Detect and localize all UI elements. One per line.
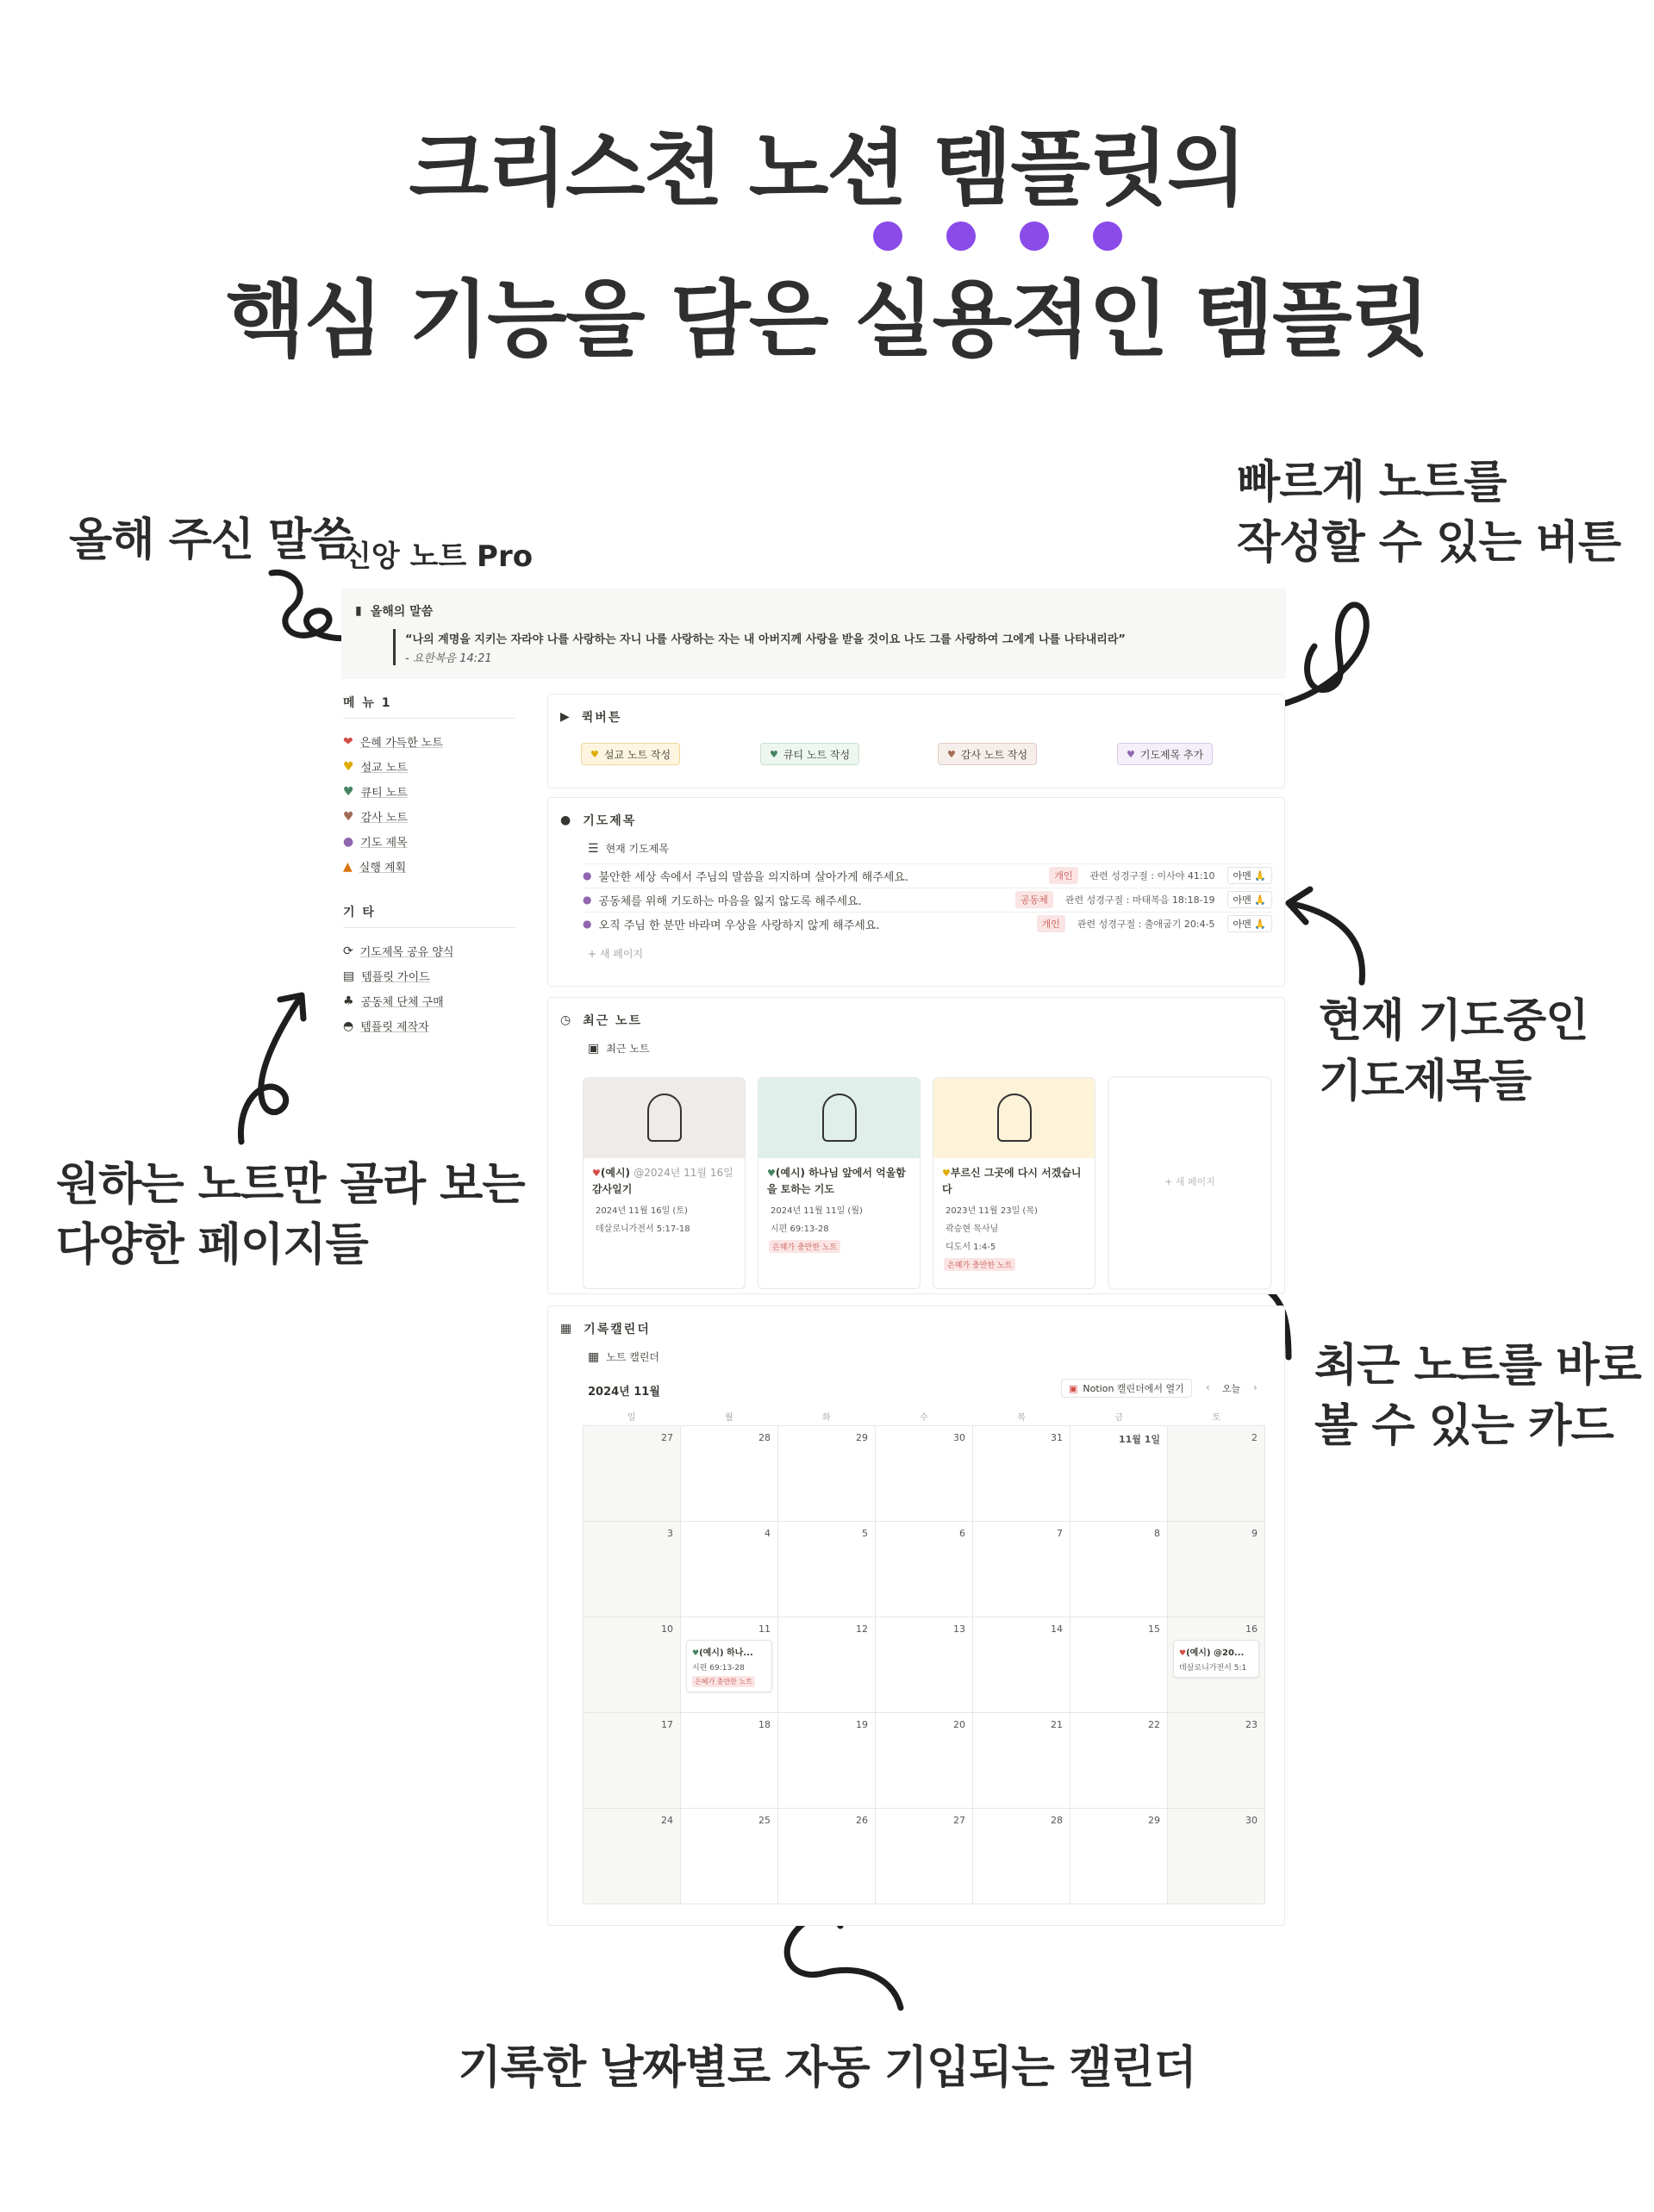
day-number: 31	[1051, 1432, 1063, 1443]
day-number: 16	[1245, 1623, 1258, 1635]
bookmark-icon: ▮	[355, 604, 362, 618]
day-number: 7	[1057, 1528, 1063, 1539]
annotation-quick-buttons: 빠르게 노트를 작성할 수 있는 버튼	[1237, 457, 1621, 570]
day-number: 15	[1148, 1623, 1160, 1635]
card-property: 데살로니가전서 5:17-18	[596, 1224, 690, 1235]
sidebar-item[interactable]	[343, 988, 515, 1013]
day-number: 4	[765, 1528, 771, 1539]
weekday-label: 토	[1212, 1413, 1221, 1423]
sidebar-item[interactable]	[343, 938, 515, 963]
weekday-label: 수	[920, 1413, 928, 1423]
amen-button[interactable]: 아멘 🙏	[1227, 915, 1272, 932]
calendar-day[interactable]	[681, 1617, 778, 1713]
open-notion-calendar-button[interactable]: ▣ Notion 캘린더에서 열기	[1061, 1379, 1192, 1398]
calendar-view-tab[interactable]: ▦ 노트 캘린더	[588, 1349, 660, 1364]
sidebar-item-label: 템플릿 가이드	[361, 971, 430, 984]
calendar-icon: ▦	[560, 1322, 574, 1336]
sidebar	[343, 694, 515, 1038]
sidebar-item-label: 은혜 가득한 노트	[359, 737, 443, 750]
event-title-text: (예시) 하나...	[699, 1648, 753, 1658]
day-number: 5	[862, 1528, 868, 1539]
day-number: 30	[1245, 1815, 1258, 1826]
creator-icon: ◓	[343, 1019, 354, 1033]
event-title	[1179, 1645, 1253, 1658]
calendar-day[interactable]	[973, 1426, 1070, 1522]
prayer-row[interactable]	[583, 888, 1272, 911]
sidebar-item-label: 공동체 단체 구매	[360, 996, 444, 1009]
calendar-block	[547, 1305, 1285, 1926]
calendar-day[interactable]	[876, 1809, 973, 1904]
day-number: 2	[1251, 1432, 1258, 1443]
list-icon: ☰	[588, 841, 599, 856]
prayer-row[interactable]	[583, 912, 1272, 935]
day-number: 8	[1154, 1528, 1160, 1539]
note-card[interactable]	[758, 1077, 921, 1289]
note-card[interactable]	[583, 1077, 746, 1289]
calendar-day[interactable]	[1070, 1617, 1168, 1713]
day-number: 14	[1051, 1623, 1063, 1635]
card-property: 곽승현 목사님	[946, 1224, 999, 1235]
calendar-day[interactable]	[973, 1522, 1070, 1617]
sidebar-item[interactable]	[343, 829, 515, 854]
brown-heart-icon: ♥	[343, 809, 354, 824]
card-title-text: 하나님 앞에서 억울함을 토하는 기도	[767, 1167, 906, 1195]
card-tag: 은혜가 충만한 노트	[769, 1240, 840, 1253]
day-number: 25	[758, 1815, 771, 1826]
emphasis-dot	[946, 221, 976, 251]
sidebar-item[interactable]	[343, 963, 515, 988]
person-icon: ▲	[343, 859, 353, 874]
quick-button-label: 기도제목 추가	[1139, 748, 1204, 761]
day-number: 21	[1051, 1719, 1063, 1730]
heart-icon: ♥	[942, 1168, 951, 1179]
card-property: 2024년 11월 16일 (토)	[596, 1206, 688, 1217]
speech-bubble-icon: ●	[583, 894, 592, 906]
share-icon: ⟳	[343, 944, 353, 958]
event-tag: 은혜가 충만한 노트	[692, 1676, 755, 1687]
card-property: 2024년 11월 11일 (월)	[771, 1206, 863, 1217]
illustration-icon	[822, 1094, 857, 1142]
calendar-day[interactable]	[1168, 1522, 1265, 1617]
heart-icon: ♥	[1179, 1649, 1187, 1658]
calendar-day[interactable]	[778, 1617, 876, 1713]
heart-icon: ♥	[1127, 748, 1135, 760]
prayer-tag: 개인	[1037, 915, 1065, 932]
quick-button-label: 감사 노트 작성	[960, 748, 1028, 761]
calendar-day[interactable]	[584, 1522, 681, 1617]
calendar-day[interactable]	[876, 1617, 973, 1713]
quick-buttons-block	[547, 694, 1285, 788]
day-number: 13	[953, 1623, 965, 1635]
calendar-day[interactable]	[973, 1617, 1070, 1713]
card-tag: 은혜가 충만한 노트	[944, 1258, 1015, 1271]
verse-text: “나의 계명을 지키는 자라야 나를 사랑하는 자니 나를 사랑하는 자는 내 아버지께 사랑을 받을 것이요 나도 그를 사랑하여 그에게 나를 나타내리라”	[405, 633, 1126, 646]
new-page-button[interactable]: + 새 페이지	[588, 948, 644, 960]
sidebar-item[interactable]	[343, 1013, 515, 1038]
day-number: 3	[667, 1528, 673, 1539]
clock-icon: ◷	[560, 1013, 573, 1027]
illustration-icon	[997, 1094, 1032, 1142]
headline-line-1: 크리스천 노션 템플릿의	[409, 121, 1245, 217]
card-title	[758, 1158, 920, 1200]
emphasis-dot	[1020, 221, 1049, 251]
weekday-label: 금	[1114, 1413, 1124, 1423]
quick-title: 퀵버튼	[581, 711, 622, 725]
calendar-day[interactable]	[778, 1713, 876, 1809]
quick-button[interactable]	[938, 743, 1037, 765]
calendar-day[interactable]	[1070, 1713, 1168, 1809]
sidebar-item-label: 설교 노트	[360, 762, 408, 775]
quick-button[interactable]	[581, 743, 680, 765]
recent-notes-block	[547, 997, 1285, 1294]
annotation-calendar: 기록한 날짜별로 자동 기입되는 캘린더	[458, 2042, 1196, 2094]
calendar-day[interactable]	[1168, 1713, 1265, 1809]
calendar-day[interactable]	[681, 1426, 778, 1522]
prayer-text: 불안한 세상 속에서 주님의 말씀을 의지하며 살아가게 해주세요.	[598, 870, 909, 884]
today-button[interactable]: 오늘	[1222, 1383, 1241, 1394]
sidebar-item[interactable]	[343, 804, 515, 829]
recent-view-tab[interactable]: ▣ 최근 노트	[588, 1041, 650, 1056]
heart-icon: ♥	[590, 748, 599, 760]
speech-bubble-icon: ●	[583, 869, 592, 882]
calendar-day[interactable]	[1070, 1426, 1168, 1522]
day-number: 11	[758, 1623, 771, 1635]
day-number: 17	[661, 1719, 673, 1730]
card-title	[584, 1158, 745, 1200]
card-title-prefix: (예시)	[775, 1167, 806, 1179]
day-number: 20	[953, 1719, 965, 1730]
day-number: 18	[758, 1719, 771, 1730]
calendar-month: 2024년 11월	[588, 1386, 660, 1399]
card-title-text: 부르신 그곳에 다시 서겠습니다	[942, 1167, 1082, 1195]
calendar-day[interactable]	[778, 1809, 876, 1904]
new-card-button[interactable]: + 새 페이지	[1108, 1077, 1271, 1289]
calendar-day[interactable]	[778, 1522, 876, 1617]
green-heart-icon: ♥	[343, 784, 354, 799]
verse-callout	[341, 589, 1286, 679]
calendar-small-icon: ▦	[588, 1349, 600, 1364]
weekday-label: 일	[627, 1413, 636, 1423]
notion-calendar-icon: ▣	[1069, 1382, 1078, 1394]
calendar-week	[584, 1426, 1265, 1522]
calendar-day[interactable]	[1168, 1809, 1265, 1904]
card-title-text: 감사일기	[592, 1182, 633, 1195]
calendar-day[interactable]	[973, 1809, 1070, 1904]
group-icon: ♣	[343, 994, 354, 1008]
card-cover	[933, 1078, 1095, 1158]
calendar-day[interactable]	[876, 1713, 973, 1809]
calendar-day[interactable]	[876, 1522, 973, 1617]
card-title-date: @2024년 11월 16일	[634, 1167, 733, 1179]
emphasis-dot	[873, 221, 902, 251]
prev-month-button[interactable]: ‹	[1206, 1381, 1210, 1393]
calendar-day[interactable]	[584, 1426, 681, 1522]
speech-bubble-icon: ●	[343, 834, 354, 849]
calendar-day[interactable]	[1168, 1426, 1265, 1522]
card-property: 2023년 11월 23일 (목)	[946, 1206, 1038, 1217]
next-month-button[interactable]: ›	[1253, 1381, 1258, 1393]
calendar-week	[584, 1809, 1265, 1904]
speech-bubble-icon: ●	[583, 918, 592, 930]
prayer-reference: 관련 성경구절 : 마태복음 18:18-19	[1064, 894, 1215, 906]
sidebar-item[interactable]	[343, 854, 515, 879]
day-number: 22	[1148, 1719, 1160, 1730]
sidebar-item-label: 실행 계획	[359, 862, 407, 875]
quick-button-label: 설교 노트 작성	[603, 748, 671, 761]
calendar-day[interactable]	[584, 1809, 681, 1904]
calendar-week	[584, 1522, 1265, 1617]
card-title	[933, 1158, 1095, 1200]
speech-bubble-icon: ●	[560, 813, 573, 827]
heart-icon: ♥	[592, 1168, 601, 1179]
menu-heading: 메 뉴 1	[343, 694, 515, 719]
heart-icon: ♥	[770, 748, 778, 760]
quick-button-label: 큐티 노트 작성	[783, 748, 851, 761]
day-number: 23	[1245, 1719, 1258, 1730]
prayer-row[interactable]	[583, 863, 1272, 887]
calendar-day[interactable]	[778, 1426, 876, 1522]
sidebar-item-label: 기도 제목	[360, 837, 408, 850]
curved-arrow-icon	[233, 982, 319, 1146]
verse-heading: 올해의 말씀	[370, 605, 434, 619]
calendar-day[interactable]	[584, 1713, 681, 1809]
prayer-tag: 개인	[1049, 867, 1077, 884]
calendar-day[interactable]	[584, 1617, 681, 1713]
annotation-cards: 최근 노트를 바로 볼 수 있는 카드	[1314, 1340, 1641, 1453]
prayer-view-tab[interactable]: ☰ 현재 기도제목	[588, 841, 669, 856]
calendar-week	[584, 1617, 1265, 1713]
sidebar-item-label: 템플릿 제작자	[360, 1021, 429, 1034]
amen-button[interactable]: 아멘 🙏	[1227, 867, 1272, 884]
day-number: 30	[953, 1432, 965, 1443]
quick-button[interactable]	[1117, 743, 1213, 765]
illustration-icon	[647, 1094, 682, 1142]
headline-line-2: 핵심 기능을 담은 실용적인 템플릿	[225, 271, 1429, 368]
quote-bar	[393, 629, 396, 665]
weekday-label: 월	[724, 1413, 733, 1423]
event-property: 데살로니가전서 5:1	[1179, 1664, 1247, 1673]
etc-heading: 기 타	[343, 903, 515, 928]
calendar-day[interactable]	[1168, 1617, 1265, 1713]
calendar-day[interactable]	[876, 1426, 973, 1522]
sidebar-item[interactable]	[343, 779, 515, 804]
day-number: 11월 1일	[1118, 1434, 1160, 1445]
gallery-icon: ▣	[588, 1041, 600, 1056]
recent-title: 최근 노트	[583, 1014, 643, 1028]
calendar-day[interactable]	[1070, 1522, 1168, 1617]
sidebar-item[interactable]	[343, 754, 515, 779]
annotation-verse: 올해 주신 말씀	[69, 514, 353, 566]
heart-icon: ♥	[947, 748, 956, 760]
heart-icon: ♥	[767, 1168, 776, 1179]
day-number: 29	[1148, 1815, 1160, 1826]
day-number: 12	[856, 1623, 868, 1635]
sidebar-item[interactable]	[343, 729, 515, 754]
quick-icon: ▶	[560, 710, 571, 724]
app-title: 신앙 노트 Pro	[343, 539, 534, 574]
quick-button[interactable]	[760, 743, 859, 765]
calendar-day[interactable]	[1070, 1809, 1168, 1904]
sidebar-item-label: 감사 노트	[360, 812, 408, 825]
sidebar-item-label: 큐티 노트	[360, 787, 408, 800]
calendar-day[interactable]	[681, 1522, 778, 1617]
annotation-pages: 원하는 노트만 골라 보는 다양한 페이지들	[56, 1159, 525, 1272]
amen-button[interactable]: 아멘 🙏	[1227, 891, 1272, 908]
annotation-prayers: 현재 기도중인 기도제목들	[1319, 995, 1588, 1108]
calendar-day[interactable]	[973, 1713, 1070, 1809]
card-property: 시편 69:13-28	[771, 1224, 829, 1235]
card-title-prefix: (예시)	[600, 1167, 631, 1179]
note-card[interactable]	[933, 1077, 1095, 1289]
curved-arrow-icon	[1271, 879, 1375, 991]
prayer-reference: 관련 성경구절 : 출애굽기 20:4-5	[1077, 919, 1215, 930]
day-number: 6	[959, 1528, 965, 1539]
day-number: 29	[856, 1432, 868, 1443]
event-title	[692, 1645, 766, 1658]
prayer-tag: 공동체	[1015, 891, 1053, 908]
prayer-block	[547, 797, 1285, 987]
calendar-event[interactable]	[686, 1640, 772, 1692]
heart-icon: ♥	[692, 1649, 700, 1658]
weekday-label: 화	[821, 1413, 831, 1423]
card-cover	[758, 1078, 920, 1158]
event-title-text: (예시) @20...	[1186, 1648, 1245, 1658]
red-heart-icon: ❤	[343, 734, 353, 749]
calendar-day[interactable]	[681, 1713, 778, 1809]
day-number: 10	[661, 1623, 673, 1635]
day-number: 19	[856, 1719, 868, 1730]
day-number: 9	[1251, 1528, 1258, 1539]
prayer-title: 기도제목	[583, 814, 637, 828]
prayer-reference: 관련 성경구절 : 이사야 41:10	[1089, 870, 1215, 882]
yellow-heart-icon: ♥	[343, 759, 354, 774]
day-number: 24	[661, 1815, 673, 1826]
sidebar-item-label: 기도제목 공유 양식	[359, 946, 454, 959]
calendar-event[interactable]	[1173, 1640, 1259, 1678]
guide-icon: ▤	[343, 969, 355, 983]
card-property: 디도서 1:4-5	[946, 1243, 996, 1253]
calendar-week	[584, 1713, 1265, 1809]
calendar-day[interactable]	[681, 1809, 778, 1904]
weekday-label: 목	[1017, 1413, 1026, 1423]
emphasis-dot	[1093, 221, 1122, 251]
day-number: 27	[953, 1815, 965, 1826]
day-number: 27	[661, 1432, 673, 1443]
day-number: 26	[856, 1815, 868, 1826]
day-number: 28	[758, 1432, 771, 1443]
day-number: 28	[1051, 1815, 1063, 1826]
event-property: 시편 69:13-28	[692, 1664, 745, 1673]
prayer-text: 공동체를 위해 기도하는 마음을 잃지 않도록 해주세요.	[598, 894, 862, 908]
verse-reference: - 요한복음 14:21	[405, 652, 492, 665]
card-cover	[584, 1078, 745, 1158]
prayer-text: 오직 주님 한 분만 바라며 우상을 사랑하지 않게 해주세요.	[598, 919, 880, 932]
calendar-title: 기록캘린더	[584, 1323, 651, 1337]
